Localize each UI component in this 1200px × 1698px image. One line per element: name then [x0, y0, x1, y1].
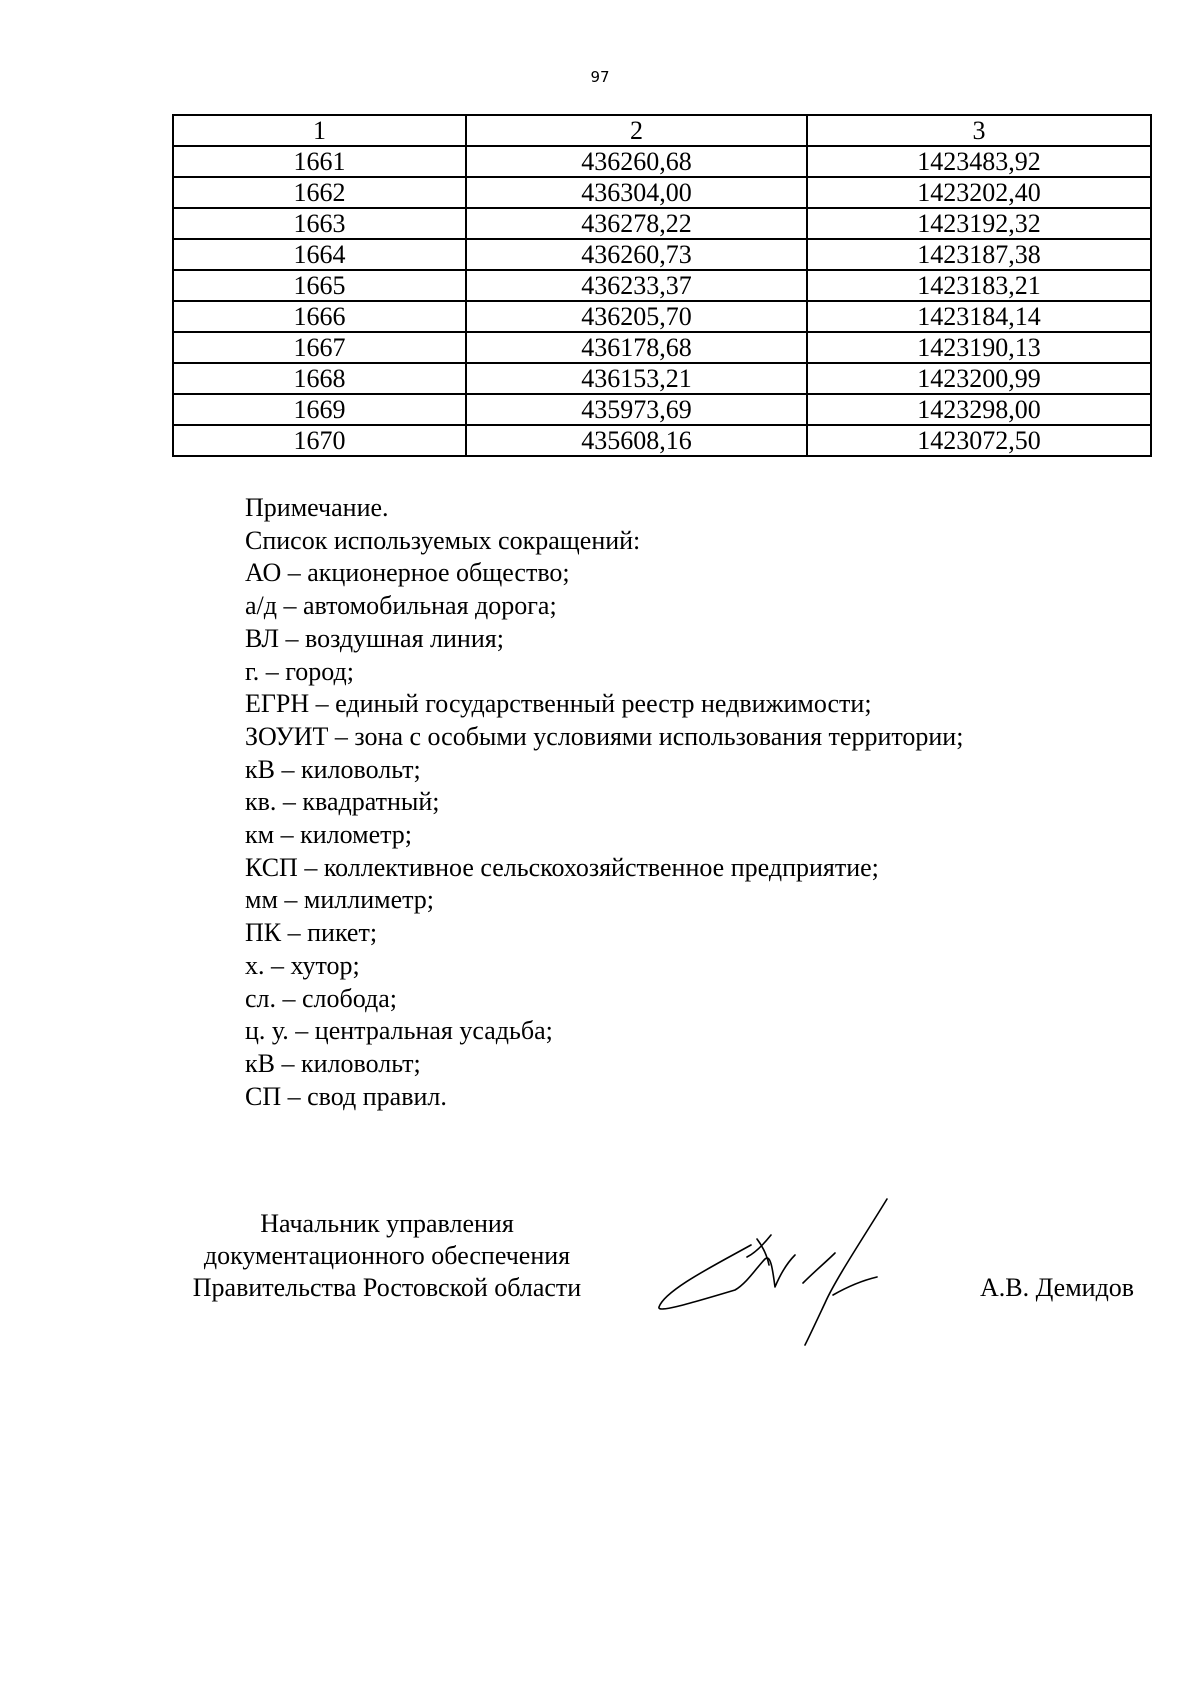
table-cell: 1670: [173, 425, 466, 456]
signatory-position: [172, 1208, 602, 1304]
table-header-cell: 3: [807, 115, 1151, 146]
table-row: [173, 208, 1151, 239]
table-cell: 1423187,38: [807, 239, 1151, 270]
table-cell: 1423483,92: [807, 146, 1151, 177]
abbreviation-item: а/д – автомобильная дорога;: [245, 591, 557, 621]
abbreviation-item: СП – свод правил.: [245, 1081, 447, 1111]
table-cell: 1668: [173, 363, 466, 394]
table-cell: 436233,37: [466, 270, 807, 301]
table-row: [173, 394, 1151, 425]
table-header-cell: 1: [173, 115, 466, 146]
table-row: [173, 301, 1151, 332]
signatory-position-line: Правительства Ростовской области: [192, 1273, 582, 1302]
abbreviation-item: ЕГРН – единый государственный реестр недвижимости;: [245, 689, 872, 719]
coordinates-table: [172, 114, 1152, 457]
handwritten-signature-icon: [655, 1195, 910, 1350]
table-cell: 1663: [173, 208, 466, 239]
table-cell: 1423200,99: [807, 363, 1151, 394]
abbreviation-item: ВЛ – воздушная линия;: [245, 623, 504, 653]
table-row: [173, 332, 1151, 363]
abbreviation-item: кв. – квадратный;: [245, 787, 440, 817]
table-row: [173, 239, 1151, 270]
table-row: [173, 425, 1151, 456]
table-cell: 1665: [173, 270, 466, 301]
abbreviation-item: ц. у. – центральная усадьба;: [245, 1016, 553, 1046]
abbreviation-item: АО – акционерное общество;: [245, 558, 570, 588]
table-cell: 1423190,13: [807, 332, 1151, 363]
table-cell: 1423192,32: [807, 208, 1151, 239]
abbreviation-item: км – километр;: [245, 820, 413, 850]
abbreviation-item: ПК – пикет;: [245, 918, 378, 948]
table-cell: 436205,70: [466, 301, 807, 332]
signatory-position-line: документационного обеспечения: [203, 1241, 571, 1270]
abbreviations-note: [245, 492, 963, 1113]
table-row: [173, 146, 1151, 177]
table-cell: 436278,22: [466, 208, 807, 239]
table-cell: 1667: [173, 332, 466, 363]
signatory-position-line: Начальник управления: [260, 1209, 514, 1238]
abbreviation-item: сл. – слобода;: [245, 983, 398, 1013]
table-cell: 435608,16: [466, 425, 807, 456]
table-cell: 1669: [173, 394, 466, 425]
abbreviation-item: кВ – киловольт;: [245, 754, 421, 784]
table-cell: 436260,73: [466, 239, 807, 270]
table-row: [173, 270, 1151, 301]
abbreviation-item: мм – миллиметр;: [245, 885, 435, 915]
table-cell: 1423183,21: [807, 270, 1151, 301]
table-row: [173, 177, 1151, 208]
table-header-row: [173, 115, 1151, 146]
table-cell: 436153,21: [466, 363, 807, 394]
abbreviation-item: х. – хутор;: [245, 950, 360, 980]
table-cell: 435973,69: [466, 394, 807, 425]
table-header-cell: 2: [466, 115, 807, 146]
table-cell: 1664: [173, 239, 466, 270]
abbreviation-item: кВ – киловольт;: [245, 1048, 421, 1078]
table-cell: 1423072,50: [807, 425, 1151, 456]
table-cell: 1423184,14: [807, 301, 1151, 332]
page-number: 97: [590, 68, 610, 86]
table-cell: 1666: [173, 301, 466, 332]
table-cell: 436304,00: [466, 177, 807, 208]
table-cell: 1423298,00: [807, 394, 1151, 425]
note-subheading: Список используемых сокращений:: [245, 525, 641, 555]
abbreviation-item: ЗОУИТ – зона с особыми условиями использования территории;: [245, 721, 964, 751]
abbreviation-item: г. – город;: [245, 656, 354, 686]
note-heading: Примечание.: [245, 493, 389, 522]
table-cell: 1662: [173, 177, 466, 208]
table-cell: 436260,68: [466, 146, 807, 177]
signatory-name: А.В. Демидов: [980, 1273, 1135, 1302]
table-cell: 1661: [173, 146, 466, 177]
table-cell: 436178,68: [466, 332, 807, 363]
table-row: [173, 363, 1151, 394]
abbreviation-item: КСП – коллективное сельскохозяйственное предприятие;: [245, 852, 879, 882]
table-cell: 1423202,40: [807, 177, 1151, 208]
